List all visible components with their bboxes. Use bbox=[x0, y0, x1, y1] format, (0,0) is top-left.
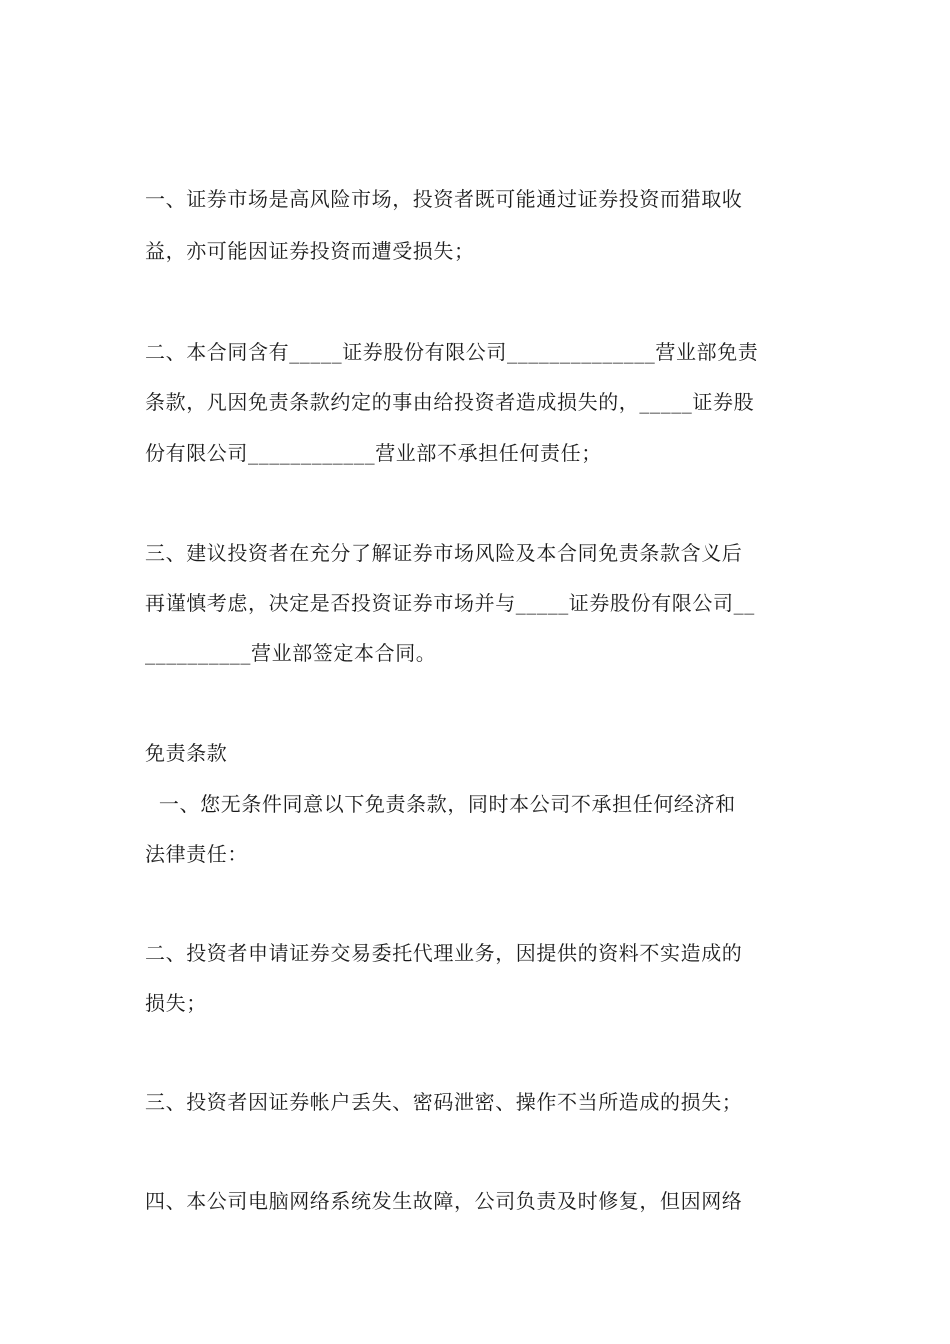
text-line: 损失； bbox=[145, 991, 207, 1015]
section-heading: 免责条款 bbox=[145, 741, 228, 765]
text-line: 三、建议投资者在充分了解证券市场风险及本合同免责条款含义后 bbox=[145, 541, 743, 565]
text-line: 再谨慎考虑，决定是否投资证券市场并与_____证券股份有限公司__ bbox=[145, 591, 755, 615]
text-line: 二、本合同含有_____证券股份有限公司______________营业部免责 bbox=[145, 340, 759, 364]
text-line: 法律责任： bbox=[145, 842, 248, 866]
text-line: 三、投资者因证券帐户丢失、密码泄密、操作不当所造成的损失； bbox=[145, 1090, 743, 1114]
text-line: 益，亦可能因证券投资而遭受损失； bbox=[145, 239, 475, 263]
text-line: 份有限公司____________营业部不承担任何责任； bbox=[145, 441, 602, 465]
text-line: 一、您无条件同意以下免责条款，同时本公司不承担任何经济和 bbox=[145, 792, 736, 816]
text-line: __________营业部签定本合同。 bbox=[145, 641, 437, 665]
text-line: 四、本公司电脑网络系统发生故障，公司负责及时修复，但因网络 bbox=[145, 1189, 743, 1213]
text-line: 条款，凡因免责条款约定的事由给投资者造成损失的，_____证券股 bbox=[145, 390, 755, 414]
text-line: 二、投资者申请证券交易委托代理业务，因提供的资料不实造成的 bbox=[145, 941, 743, 965]
text-line: 一、证券市场是高风险市场，投资者既可能通过证券投资而猎取收 bbox=[145, 187, 743, 211]
